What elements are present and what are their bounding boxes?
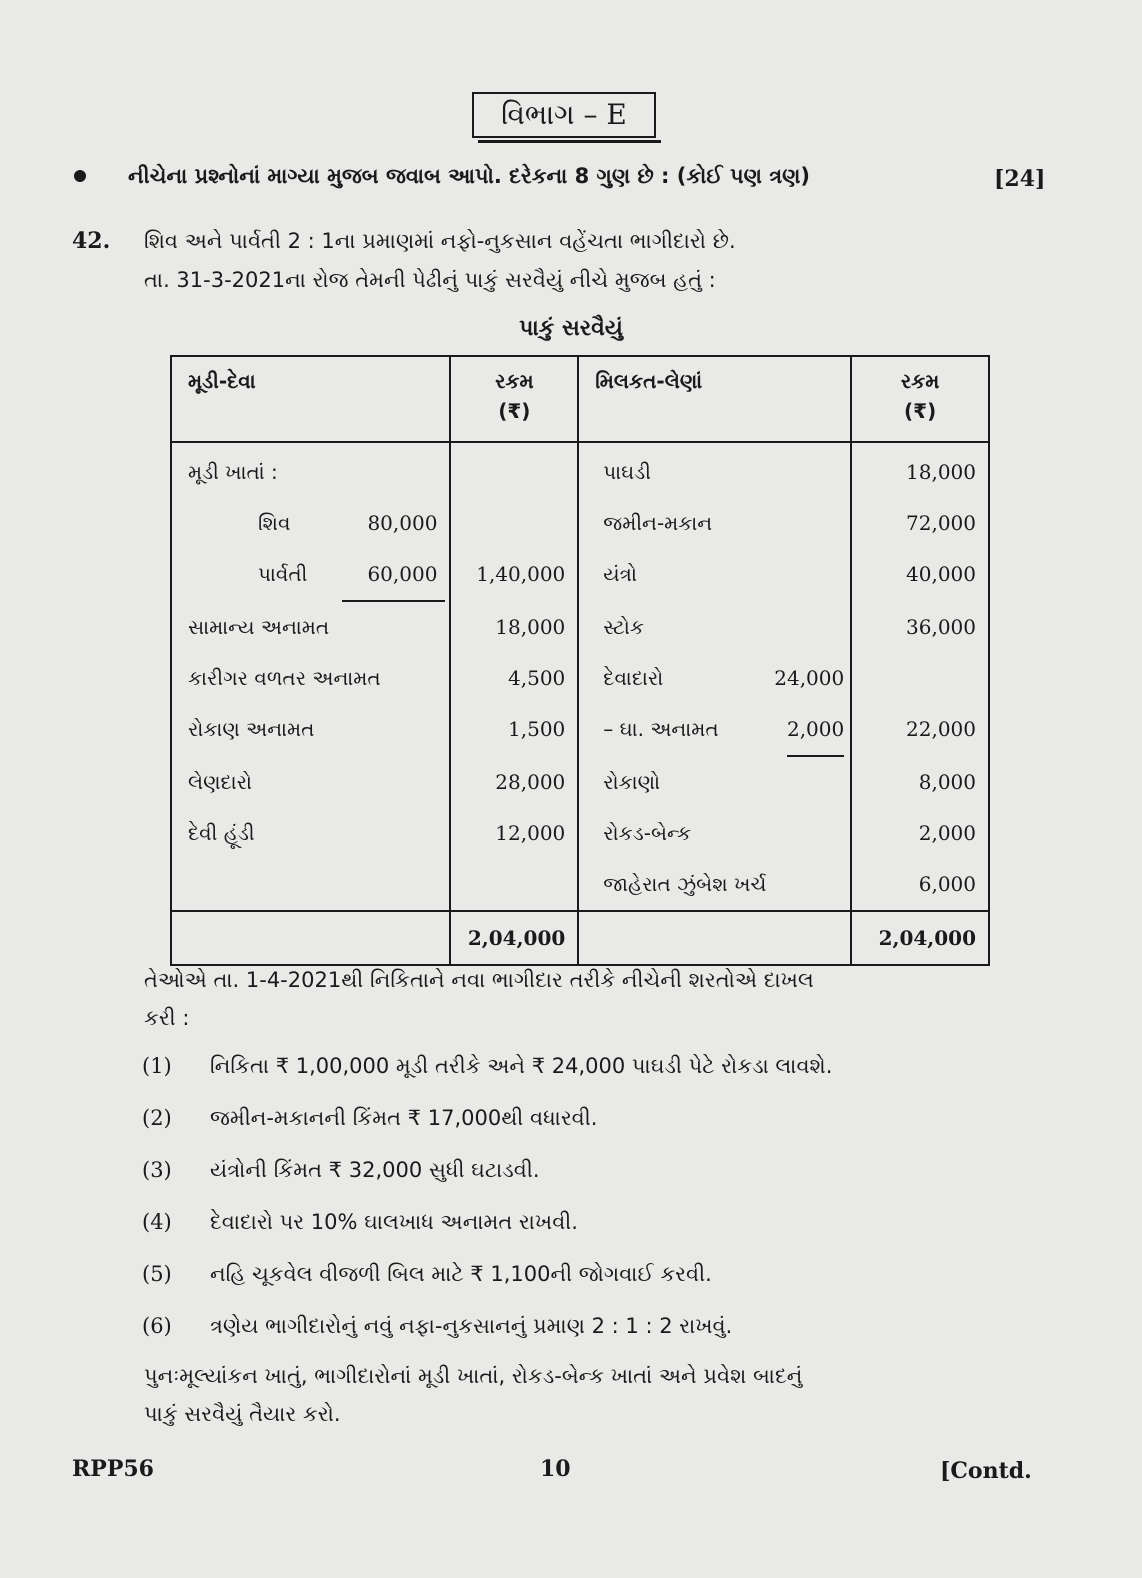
asset-label: દેવાદારો [603, 666, 664, 690]
condition-number: (5) [142, 1262, 172, 1286]
final-line-1: પુનઃમૂલ્યાંકન ખાતું, ભાગીદારોનાં મૂડી ખાતાં, રોકડ-બેન્ક ખાતાં અને પ્રવેશ બાદનું [144, 1364, 803, 1388]
asset-label: રોકડ-બેન્ક [603, 821, 692, 845]
asset-label-cell [578, 704, 851, 757]
asset-amount-cell: 72,000 [851, 498, 989, 549]
table-header-row [171, 356, 989, 442]
condition-text: નહિ ચૂકવેલ વીજળી બિલ માટે ₹ 1,100ની જોગવાઈ કરવી. [210, 1262, 712, 1286]
after-table-line-1: તેઓએ તા. 1-4-2021થી નિકિતાને નવા ભાગીદાર તરીકે નીચેની શરતોએ દાખલ [144, 968, 814, 992]
asset-label-cell [578, 653, 851, 704]
asset-amount-cell: 2,000 [851, 808, 989, 859]
table-row [171, 442, 989, 498]
table-row [171, 704, 989, 757]
table-row [171, 549, 989, 602]
liability-amount-cell: 18,000 [450, 602, 578, 653]
condition-text: દેવાદારો પર 10% ઘાલખાધ અનામત રાખવી. [210, 1210, 578, 1234]
capital-partner-name: શિવ [258, 511, 291, 535]
asset-label: જમીન-મકાન [603, 511, 713, 535]
table-row [171, 757, 989, 808]
table-row [171, 498, 989, 549]
condition-number: (6) [142, 1314, 172, 1338]
question-line-2: તા. 31-3-2021ના રોજ તેમની પેઢીનું પાકું સરવૈયું નીચે મુજબ હતું : [144, 268, 716, 292]
asset-amount-cell [851, 653, 989, 704]
table-row [171, 602, 989, 653]
instruction-text: નીચેના પ્રશ્નોનાં માગ્યા મુજબ જવાબ આપો. દરેકના 8 ગુણ છે : (કોઈ પણ ત્રણ) [128, 164, 811, 188]
liability-label-cell [171, 549, 450, 602]
asset-amount-cell: 6,000 [851, 859, 989, 911]
liability-amount-cell [450, 442, 578, 498]
asset-sub-value: 2,000 [787, 704, 844, 757]
final-line-2: પાકું સરવૈયું તૈયાર કરો. [144, 1402, 341, 1426]
asset-label-cell [578, 498, 851, 549]
capital-partner-name: પાર્વતી [258, 562, 308, 586]
asset-label-cell [578, 602, 851, 653]
condition-text: નિકિતા ₹ 1,00,000 મૂડી તરીકે અને ₹ 24,000 પાઘડી પેટે રોકડા લાવશે. [210, 1054, 833, 1078]
condition-text: ત્રણેય ભાગીદારોનું નવું નફા-નુકસાનનું પ્રમાણ 2 : 1 : 2 રાખવું. [210, 1314, 733, 1338]
total-right: 2,04,000 [851, 911, 989, 965]
bullet-icon [74, 170, 86, 182]
asset-label-cell [578, 757, 851, 808]
liability-amount-cell: 4,500 [450, 653, 578, 704]
liability-label-cell: દેવી હૂંડી [171, 808, 450, 859]
question-line-1: શિવ અને પાર્વતી 2 : 1ના પ્રમાણમાં નફો-નુકસાન વહેંચતા ભાગીદારો છે. [144, 229, 736, 253]
asset-label-cell [578, 442, 851, 498]
footer-contd: [Contd. [940, 1458, 1032, 1484]
liability-label-cell: રોકાણ અનામત [171, 704, 450, 757]
condition-number: (1) [142, 1054, 172, 1078]
after-table-line-2: કરી : [144, 1006, 190, 1030]
page-number: 10 [540, 1456, 571, 1482]
liability-label-cell [171, 498, 450, 549]
footer-code: RPP56 [72, 1456, 154, 1482]
liability-label-cell: સામાન્ય અનામત [171, 602, 450, 653]
capital-partner-value: 60,000 [367, 562, 438, 586]
liability-label-cell: મૂડી ખાતાં : [171, 442, 450, 498]
asset-label: રોકાણો [603, 770, 661, 794]
table-row [171, 808, 989, 859]
liability-amount-cell: 12,000 [450, 808, 578, 859]
asset-label: સ્ટોક [603, 615, 644, 639]
liability-amount-cell: 1,40,000 [450, 549, 578, 602]
table-row [171, 653, 989, 704]
asset-label-cell [578, 808, 851, 859]
condition-text: યંત્રોની કિંમત ₹ 32,000 સુધી ઘટાડવી. [210, 1158, 540, 1182]
asset-amount-cell: 8,000 [851, 757, 989, 808]
condition-text: જમીન-મકાનની કિંમત ₹ 17,000થી વધારવી. [210, 1106, 598, 1130]
asset-label-cell [578, 859, 851, 911]
header-liabilities: મૂડી-દેવા [171, 356, 450, 442]
condition-number: (2) [142, 1106, 172, 1130]
asset-amount-cell: 36,000 [851, 602, 989, 653]
table-title: પાકું સરવૈયું [519, 316, 623, 341]
liability-label-cell [171, 859, 450, 911]
asset-label: – ઘા. અનામત [603, 717, 719, 741]
question-number: 42. [72, 228, 111, 254]
asset-amount-cell: 40,000 [851, 549, 989, 602]
asset-amount-cell: 18,000 [851, 442, 989, 498]
header-assets: મિલકત-લેણાં [578, 356, 851, 442]
liability-amount-cell [450, 498, 578, 549]
asset-amount-cell: 22,000 [851, 704, 989, 757]
condition-number: (3) [142, 1158, 172, 1182]
liability-amount-cell [450, 859, 578, 911]
asset-label-cell [578, 549, 851, 602]
asset-sub-value: 24,000 [774, 666, 845, 690]
liability-label-cell: લેણદારો [171, 757, 450, 808]
table-row [171, 859, 989, 911]
asset-label: જાહેરાત ઝુંબેશ ખર્ચ [603, 872, 767, 896]
section-heading-text: વિભાગ – E [501, 98, 627, 131]
section-heading [472, 92, 656, 138]
instruction-marks: [24] [994, 166, 1046, 192]
condition-number: (4) [142, 1210, 172, 1234]
table-total-row [171, 911, 989, 965]
header-amount-right: રકમ (₹) [851, 356, 989, 442]
liability-amount-cell: 28,000 [450, 757, 578, 808]
capital-partner-value: 80,000 [367, 511, 438, 535]
header-amount-left: રકમ (₹) [450, 356, 578, 442]
liability-label-cell: કારીગર વળતર અનામત [171, 653, 450, 704]
balance-sheet-table [170, 355, 990, 966]
asset-label: યંત્રો [603, 562, 637, 586]
asset-label: પાઘડી [603, 460, 651, 484]
liability-amount-cell: 1,500 [450, 704, 578, 757]
total-left: 2,04,000 [450, 911, 578, 965]
